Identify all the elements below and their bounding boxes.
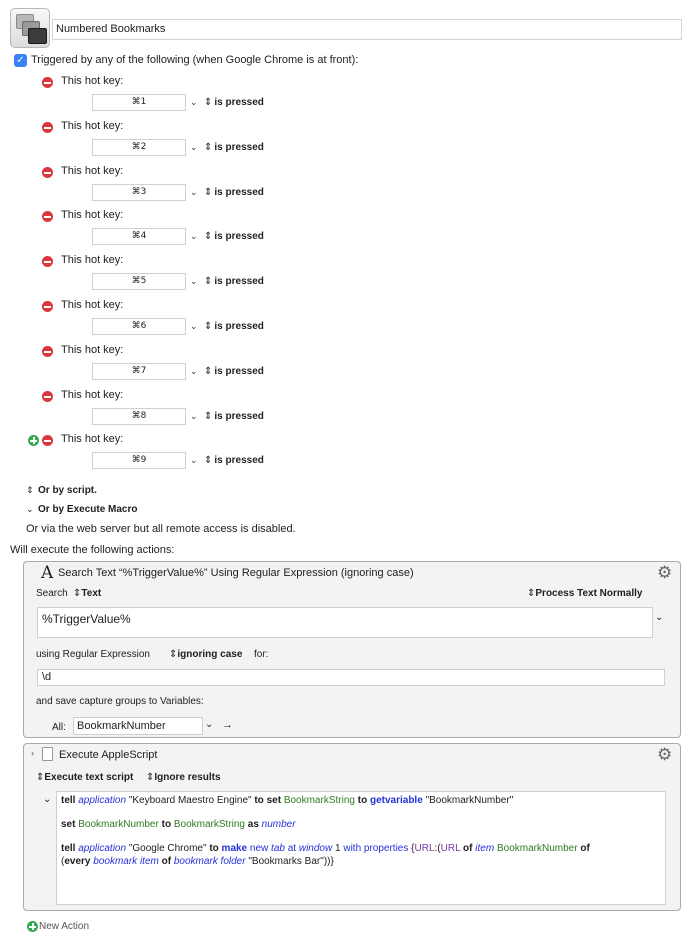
remove-trigger-icon[interactable]: [42, 391, 53, 402]
web-server-note: Or via the web server but all remote access is disabled.: [26, 523, 296, 535]
hotkey-state-popup[interactable]: ⇕ is pressed: [204, 187, 264, 198]
remove-trigger-icon[interactable]: [42, 122, 53, 133]
new-action-button[interactable]: New Action: [39, 921, 90, 932]
save-groups-label: and save capture groups to Variables:: [36, 696, 204, 707]
hotkey-field[interactable]: ⌘1: [92, 94, 186, 111]
regex-field[interactable]: \d: [37, 669, 665, 686]
hotkey-state-popup[interactable]: ⇕ is pressed: [204, 411, 264, 422]
hotkey-label: This hot key:: [61, 209, 124, 221]
hotkey-field[interactable]: ⌘6: [92, 318, 186, 335]
chevron-down-icon[interactable]: ⌄: [190, 187, 198, 197]
chevron-down-icon[interactable]: ⌄: [190, 321, 198, 331]
hotkey-state-popup[interactable]: ⇕ is pressed: [204, 231, 264, 242]
all-label: All:: [52, 722, 66, 733]
script-line-2: set BookmarkNumber to BookmarkString as number: [61, 819, 296, 830]
for-label: for:: [254, 649, 269, 660]
variable-field[interactable]: BookmarkNumber: [73, 717, 203, 735]
search-action-title: Search Text “%TriggerValue%” Using Regular Expression (ignoring case): [58, 567, 414, 579]
hotkey-field[interactable]: ⌘8: [92, 408, 186, 425]
case-mode-popup[interactable]: ⇕ignoring case: [169, 649, 243, 660]
add-trigger-icon[interactable]: [28, 435, 39, 446]
hotkey-label: This hot key:: [61, 254, 124, 266]
chevron-down-icon[interactable]: ⌄: [205, 719, 214, 730]
script-line-3: tell application "Google Chrome" to make new tab at window 1 with properties {URL:(URL of item BookmarkNumber of: [61, 843, 590, 854]
results-popup[interactable]: ⇕Ignore results: [146, 772, 221, 783]
hotkey-field[interactable]: ⌘2: [92, 139, 186, 156]
hotkey-label: This hot key:: [61, 344, 124, 356]
macro-name-field[interactable]: Numbered Bookmarks: [52, 19, 682, 40]
chevron-down-icon[interactable]: ⌄: [26, 504, 34, 514]
hotkey-label: This hot key:: [61, 165, 124, 177]
hotkey-label: This hot key:: [61, 433, 124, 445]
hotkey-field[interactable]: ⌘7: [92, 363, 186, 380]
chevron-down-icon[interactable]: ⌄: [190, 142, 198, 152]
search-source-popup[interactable]: ⇕Text: [73, 588, 102, 599]
hotkey-field[interactable]: ⌘5: [92, 273, 186, 290]
or-by-script-label[interactable]: Or by script.: [38, 485, 97, 496]
remove-trigger-icon[interactable]: [42, 346, 53, 357]
arrow-right-icon[interactable]: →: [222, 719, 233, 731]
execute-mode-popup[interactable]: ⇕Execute text script: [36, 772, 134, 783]
chevron-down-icon[interactable]: ⌄: [190, 411, 198, 421]
gear-icon[interactable]: ⚙: [657, 563, 673, 582]
applescript-action-title: Execute AppleScript: [59, 749, 158, 761]
search-text-field[interactable]: %TriggerValue%: [37, 607, 653, 638]
script-line-1: tell application "Keyboard Maestro Engine" to set BookmarkString to getvariable "BookmarkNumber": [61, 795, 514, 806]
script-line-4: (every bookmark item of bookmark folder "Bookmarks Bar"))}: [61, 856, 334, 867]
remove-trigger-icon[interactable]: [42, 256, 53, 267]
actions-header: Will execute the following actions:: [10, 544, 175, 556]
remove-trigger-icon[interactable]: [42, 211, 53, 222]
hotkey-state-popup[interactable]: ⇕ is pressed: [204, 97, 264, 108]
chevron-down-icon[interactable]: ⌄: [190, 366, 198, 376]
hotkey-field[interactable]: ⌘9: [92, 452, 186, 469]
chevron-down-icon[interactable]: ⌄: [43, 794, 52, 805]
hotkey-label: This hot key:: [61, 75, 124, 87]
trigger-enabled-checkbox[interactable]: ✓: [14, 54, 27, 67]
hotkey-label: This hot key:: [61, 389, 124, 401]
search-text-icon: A: [41, 563, 54, 583]
hotkey-state-popup[interactable]: ⇕ is pressed: [204, 276, 264, 287]
remove-trigger-icon[interactable]: [42, 301, 53, 312]
hotkey-state-popup[interactable]: ⇕ is pressed: [204, 142, 264, 153]
chevron-down-icon[interactable]: ⌄: [655, 612, 664, 623]
search-label: Search: [36, 588, 68, 599]
remove-trigger-icon[interactable]: [42, 77, 53, 88]
gear-icon[interactable]: ⚙: [657, 745, 673, 764]
add-action-icon[interactable]: [27, 921, 38, 932]
hotkey-label: This hot key:: [61, 299, 124, 311]
chevron-down-icon[interactable]: ⌄: [190, 276, 198, 286]
hotkey-field[interactable]: ⌘3: [92, 184, 186, 201]
hotkey-field[interactable]: ⌘4: [92, 228, 186, 245]
trigger-header: Triggered by any of the following (when Google Chrome is at front):: [31, 54, 359, 66]
hotkey-state-popup[interactable]: ⇕ is pressed: [204, 455, 264, 466]
chevron-down-icon[interactable]: ⌄: [190, 455, 198, 465]
or-by-execute-macro-label[interactable]: Or by Execute Macro: [38, 504, 138, 515]
remove-trigger-icon[interactable]: [42, 167, 53, 178]
updown-icon: ⇕: [26, 485, 34, 495]
hotkey-state-popup[interactable]: ⇕ is pressed: [204, 366, 264, 377]
chevron-right-icon[interactable]: ›: [31, 748, 34, 758]
script-icon: [42, 747, 53, 761]
hotkey-label: This hot key:: [61, 120, 124, 132]
using-regex-label: using Regular Expression: [36, 649, 150, 660]
search-text-action[interactable]: [23, 561, 681, 738]
macro-icon: [10, 8, 50, 48]
applescript-editor[interactable]: [56, 791, 666, 905]
chevron-down-icon[interactable]: ⌄: [190, 97, 198, 107]
process-text-popup[interactable]: ⇕Process Text Normally: [527, 588, 643, 599]
execute-applescript-action[interactable]: [23, 743, 681, 911]
chevron-down-icon[interactable]: ⌄: [190, 231, 198, 241]
remove-trigger-icon[interactable]: [42, 435, 53, 446]
hotkey-state-popup[interactable]: ⇕ is pressed: [204, 321, 264, 332]
